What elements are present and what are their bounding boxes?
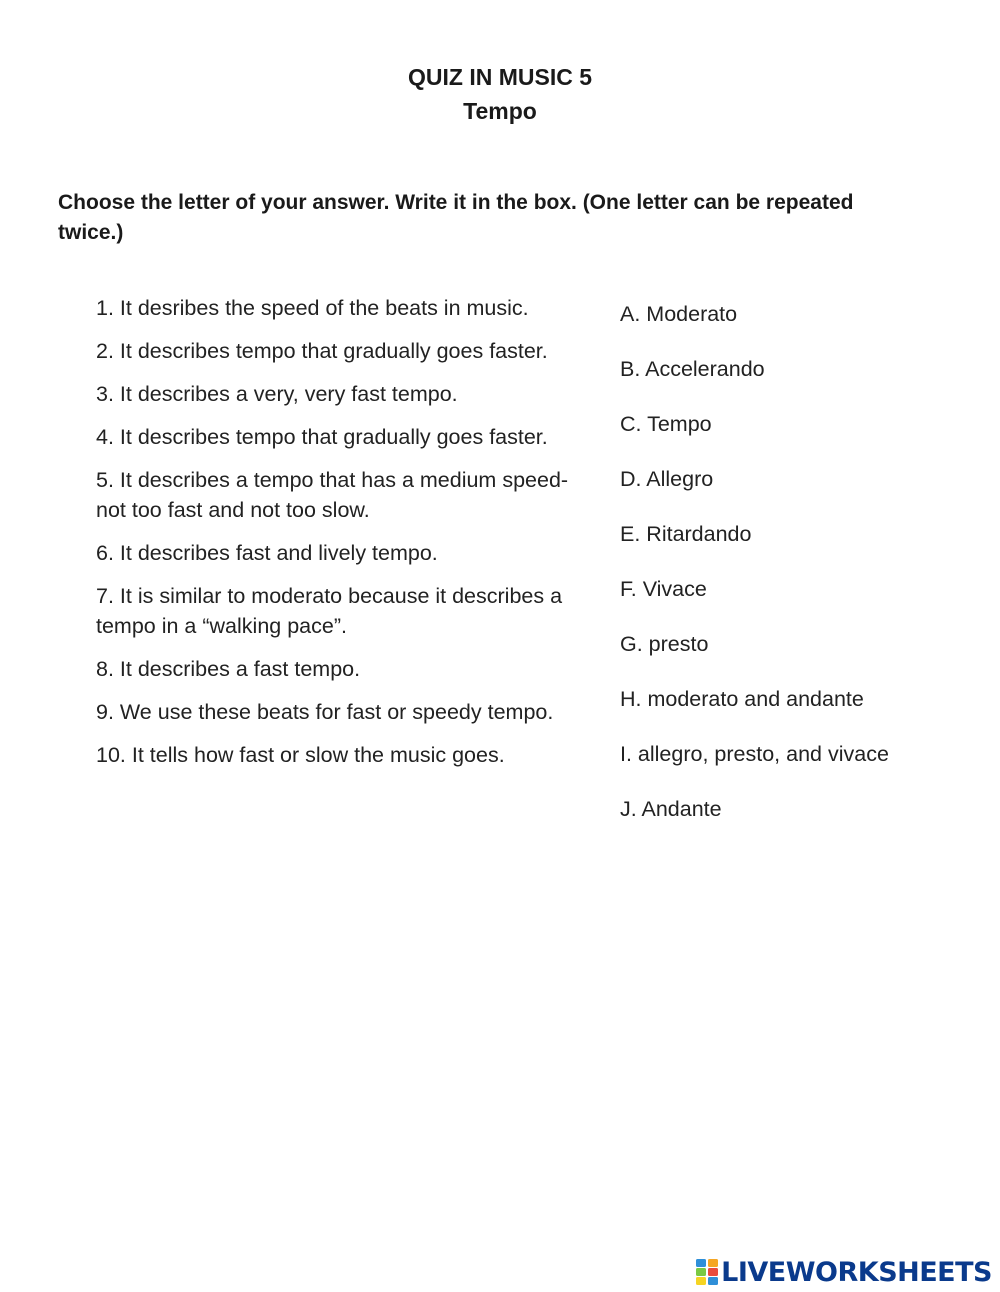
answer-choice: I. allegro, presto, and vivace [620, 742, 889, 766]
question-item: 7. It is similar to moderato because it describes a tempo in a “walking pace”. [96, 584, 563, 638]
answer-choice: D. Allegro [620, 467, 714, 491]
question-item: 9. We use these beats for fast or speedy tempo. [96, 700, 554, 724]
answer-choice: J. Andante [620, 797, 722, 821]
answer-choice: A. Moderato [620, 302, 738, 326]
question-item: 8. It describes a fast tempo. [96, 657, 361, 681]
answer-choice: B. Accelerando [620, 357, 765, 381]
question-item: 1. It desribes the speed of the beats in music. [96, 296, 529, 320]
instructions: Choose the letter of your answer. Write it in the box. (One letter can be repeated twice.) [58, 191, 854, 244]
answer-choice: F. Vivace [620, 577, 707, 601]
answer-choice: G. presto [620, 632, 709, 656]
answer-choice: C. Tempo [620, 412, 712, 436]
question-item: 6. It describes fast and lively tempo. [96, 541, 438, 565]
question-item: 3. It describes a very, very fast tempo. [96, 382, 458, 406]
question-item: 5. It describes a tempo that has a medium speed- not too fast and not too slow. [96, 468, 569, 522]
liveworksheets-brand [696, 1252, 992, 1292]
liveworksheets-logo-icon [696, 1259, 718, 1285]
question-item: 10. It tells how fast or slow the music goes. [96, 743, 505, 767]
answer-choice: H. moderato and andante [620, 687, 864, 711]
question-item: 4. It describes tempo that gradually goes faster. [96, 425, 548, 449]
answer-choice-list [620, 299, 990, 849]
quiz-subtitle: Tempo [463, 98, 537, 124]
question-list [96, 293, 586, 783]
quiz-title: QUIZ IN MUSIC 5 [407, 64, 592, 90]
answer-choice: E. Ritardando [620, 522, 752, 546]
question-item: 2. It describes tempo that gradually goes faster. [96, 339, 548, 363]
brand-name: LIVEWORKSHEETS [721, 1256, 992, 1288]
